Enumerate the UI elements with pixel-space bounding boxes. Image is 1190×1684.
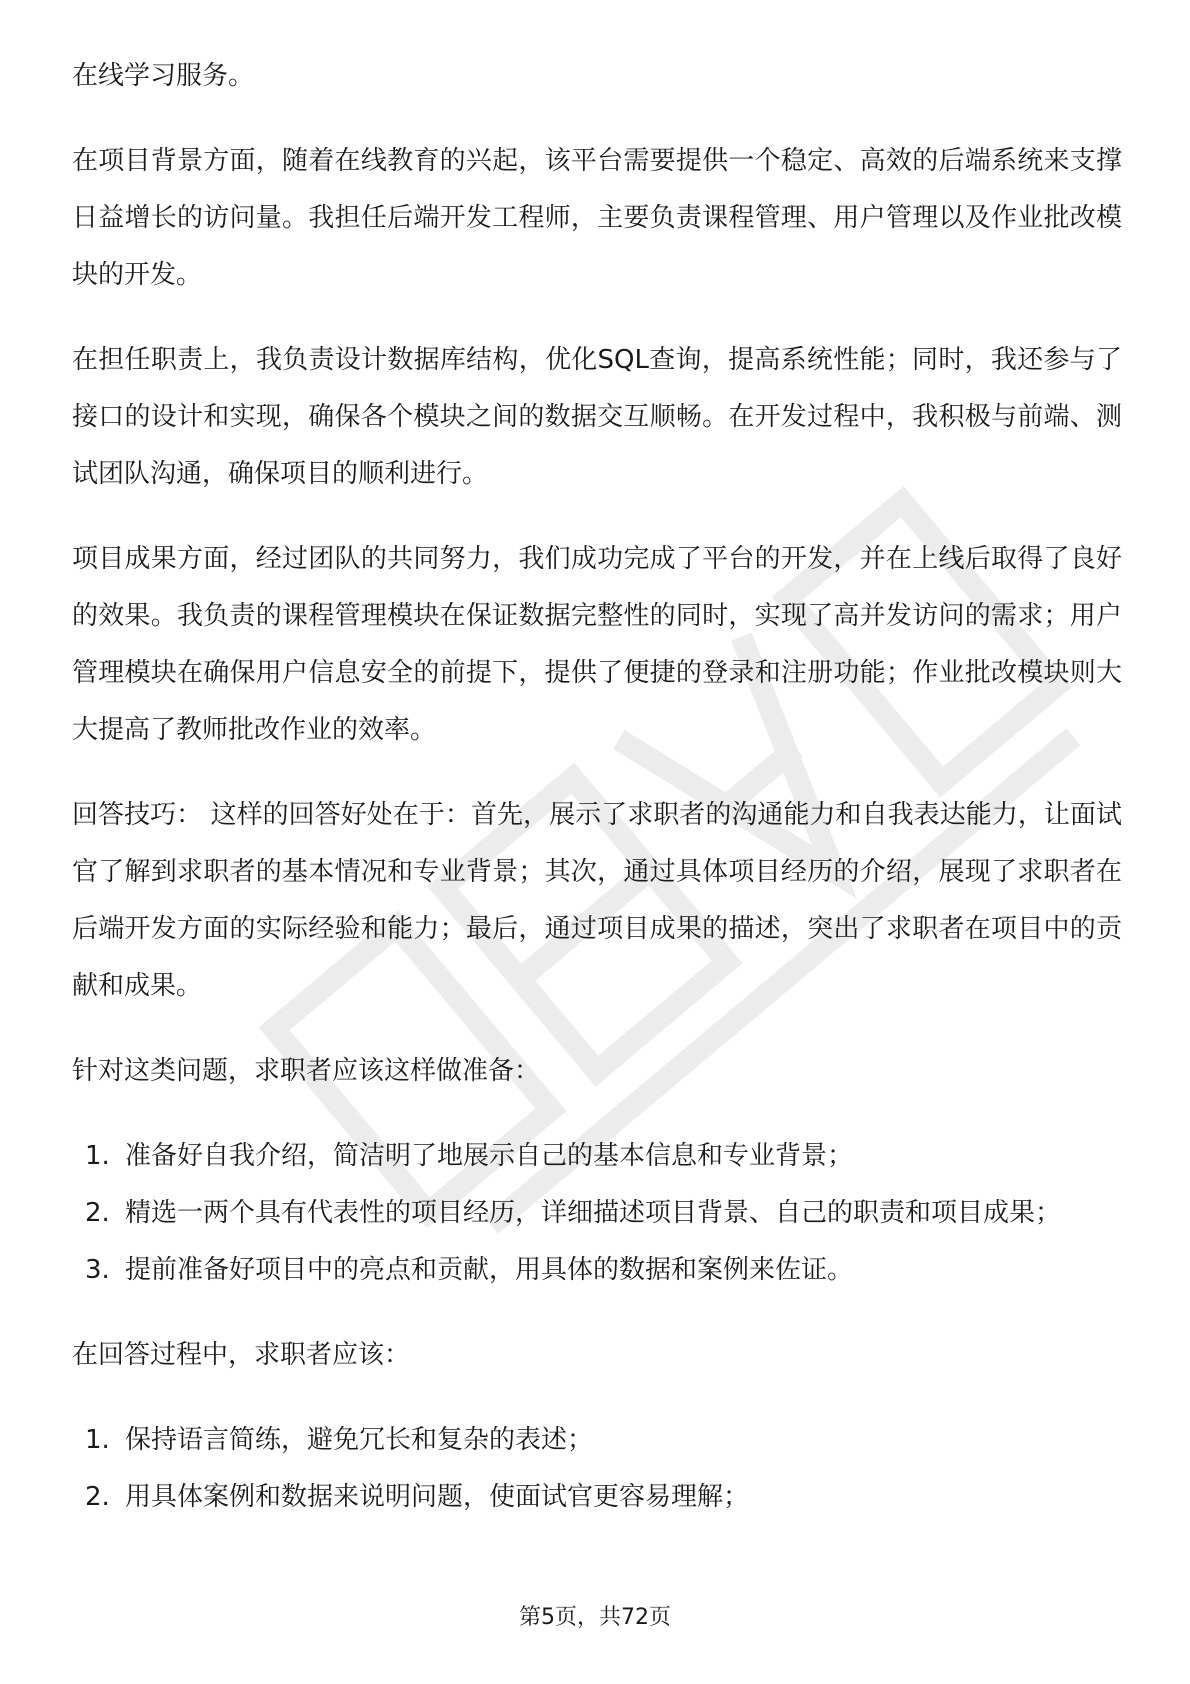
paragraph-background: 在项目背景方面，随着在线教育的兴起，该平台需要提供一个稳定、高效的后端系统来支撑日益增长的访问量。我担任后端开发工程师，主要负责课程管理、用户管理以及作业批改模块的开发。 bbox=[72, 146, 1122, 290]
list-number: 1. bbox=[85, 1141, 110, 1171]
list-text: 精选一两个具有代表性的项目经历，详细描述项目背景、自己的职责和项目成果； bbox=[125, 1198, 1062, 1228]
page-number-footer: 第5页，共72页 bbox=[519, 1605, 671, 1630]
list-text: 用具体案例和数据来说明问题，使面试官更容易理解； bbox=[125, 1482, 750, 1512]
paragraph-answer-heading: 在回答过程中，求职者应该： bbox=[72, 1340, 411, 1370]
list-number: 2. bbox=[85, 1198, 110, 1228]
list-number: 2. bbox=[85, 1482, 110, 1512]
paragraph-results: 项目成果方面，经过团队的共同努力，我们成功完成了平台的开发，并在上线后取得了良好的效果。我负责的课程管理模块在保证数据完整性的同时，实现了高并发访问的需求；用户管理模块在确保用户信息安全的前提下，提供了便捷的登录和注册功能；作业批改模块则大大提高了教师批改作业的效率。 bbox=[72, 544, 1122, 745]
list-item bbox=[72, 1412, 1122, 1469]
list-item bbox=[72, 1469, 1122, 1526]
paragraph-responsibilities: 在担任职责上，我负责设计数据库结构，优化SQL查询，提高系统性能；同时，我还参与了接口的设计和实现，确保各个模块之间的数据交互顺畅。在开发过程中，我积极与前端、测试团队沟通，确保项目的顺利进行。 bbox=[72, 345, 1122, 489]
list-number: 1. bbox=[85, 1425, 110, 1455]
list-item bbox=[72, 1128, 1122, 1185]
list-number: 3. bbox=[85, 1255, 110, 1285]
answer-list bbox=[72, 1412, 1122, 1526]
paragraph-intro: 在线学习服务。 bbox=[72, 61, 255, 91]
list-text: 准备好自我介绍，简洁明了地展示自己的基本信息和专业背景； bbox=[125, 1141, 854, 1171]
list-item bbox=[72, 1242, 1122, 1299]
list-text: 提前准备好项目中的亮点和贡献，用具体的数据和案例来佐证。 bbox=[125, 1255, 854, 1285]
list-item bbox=[72, 1185, 1122, 1242]
document-body bbox=[72, 48, 1122, 1554]
list-text: 保持语言简练，避免冗长和复杂的表述； bbox=[125, 1425, 594, 1455]
paragraph-prep-heading: 针对这类问题，求职者应该这样做准备： bbox=[72, 1056, 541, 1086]
paragraph-tips: 回答技巧： 这样的回答好处在于：首先，展示了求职者的沟通能力和自我表达能力，让面试官了解到求职者的基本情况和专业背景；其次，通过具体项目经历的介绍，展现了求职者在后端开发方面的实际经验和能力；最后，通过项目成果的描述，突出了求职者在项目中的贡献和成果。 bbox=[72, 800, 1122, 1001]
prep-list bbox=[72, 1128, 1122, 1299]
